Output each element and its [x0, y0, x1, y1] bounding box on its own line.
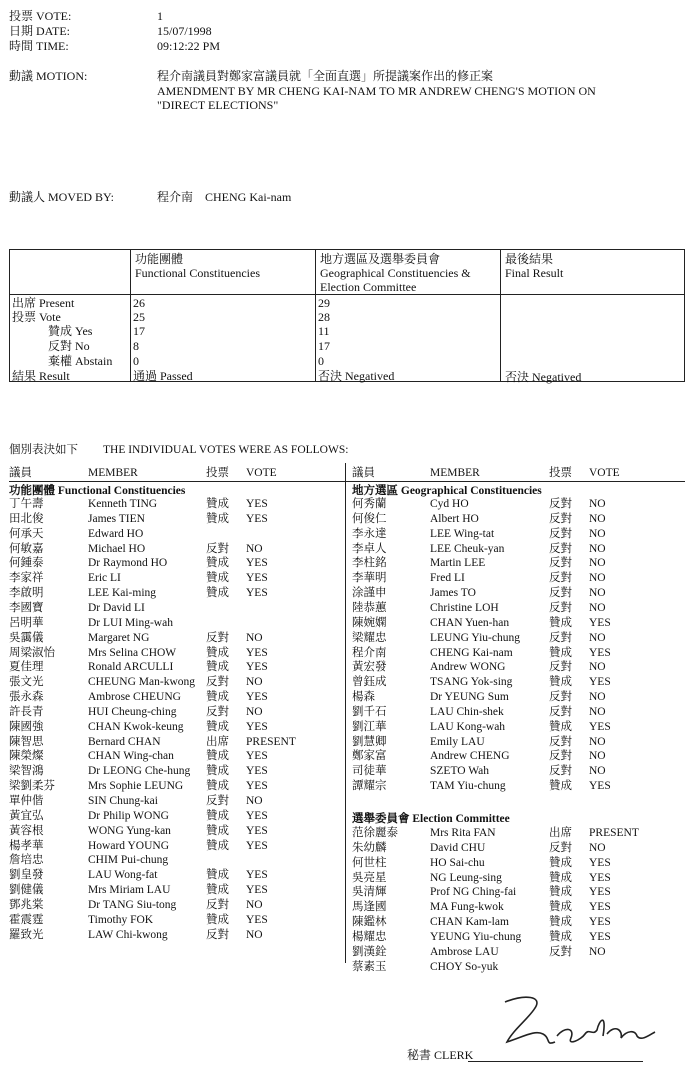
date-label: 日期 DATE:: [9, 24, 70, 38]
member-name-en: CHAN Yuen-han: [430, 616, 510, 629]
member-name-en: CHENG Kai-nam: [430, 646, 513, 659]
vote-en: NO: [589, 557, 606, 570]
right-col-vote-zh: 投票: [549, 467, 572, 479]
vote-zh: 贊成: [206, 884, 229, 897]
row-label-abstain: 棄權 Abstain: [48, 354, 113, 368]
member-name-zh: 李家祥: [9, 572, 44, 585]
member-name-zh: 李卓人: [352, 542, 387, 555]
vote-en: NO: [589, 498, 606, 510]
vote-en: NO: [246, 795, 263, 807]
fc-result: 通過 Passed: [133, 369, 193, 383]
vote-zh: 贊成: [206, 720, 229, 733]
vote-zh: 贊成: [206, 780, 229, 793]
left-col-vote-en: VOTE: [246, 467, 277, 479]
vote-zh: 贊成: [549, 676, 572, 689]
vote-en: YES: [246, 839, 268, 852]
vote-zh: 反對: [549, 750, 572, 763]
member-name-en: Emily LAU: [430, 735, 485, 748]
member-name-zh: 涂謹申: [352, 587, 387, 600]
vote-zh: 贊成: [206, 691, 229, 704]
member-name-zh: 曾鈺成: [352, 676, 387, 689]
vote-zh: 贊成: [549, 886, 572, 899]
vote-zh: 反對: [549, 542, 572, 555]
member-name-en: Dr YEUNG Sum: [430, 691, 509, 704]
left-col-member-en: MEMBER: [88, 467, 138, 479]
member-name-en: NG Leung-sing: [430, 871, 502, 884]
member-name-en: James TO: [430, 587, 476, 600]
right-col-member-en: MEMBER: [430, 467, 480, 479]
summary-col-divider-2: [315, 249, 316, 382]
member-name-en: CHOY So-yuk: [430, 960, 499, 973]
vote-en: NO: [589, 661, 606, 674]
vote-en: YES: [246, 572, 268, 585]
member-name-zh: 鄭家富: [352, 750, 387, 763]
clerk-signature: [495, 990, 665, 1060]
election-heading: 選舉委員會 Election Committee: [352, 813, 510, 825]
vote-zh: 反對: [549, 527, 572, 540]
vote-zh: 贊成: [206, 869, 229, 882]
member-name-zh: 楊孝華: [9, 839, 44, 852]
vote-zh: 反對: [549, 691, 572, 704]
vote-zh: 贊成: [549, 646, 572, 659]
vote-zh: 反對: [549, 841, 572, 854]
member-name-zh: 張永森: [9, 691, 44, 704]
moved-by-value: 程介南 CHENG Kai-nam: [157, 190, 292, 204]
member-name-zh: 劉皇發: [9, 869, 44, 882]
vote-label: 投票 VOTE:: [9, 9, 72, 23]
member-name-zh: 周梁淑怡: [9, 646, 55, 659]
vote-zh: 反對: [549, 498, 572, 510]
member-name-zh: 詹培忠: [9, 854, 44, 867]
votes-header-divider: [9, 481, 685, 482]
vote-zh: 贊成: [206, 557, 229, 570]
member-name-en: Dr Raymond HO: [88, 557, 168, 570]
vote-zh: 贊成: [549, 916, 572, 929]
member-name-zh: 吳亮星: [352, 871, 387, 884]
vote-en: YES: [246, 750, 268, 763]
vote-en: YES: [246, 691, 268, 704]
votes-column-divider: [345, 463, 346, 963]
col-gc-en-2: Election Committee: [320, 280, 417, 294]
member-name-en: LAU Chin-shek: [430, 705, 504, 718]
member-name-zh: 梁劉柔芬: [9, 780, 55, 793]
member-name-en: Howard YOUNG: [88, 839, 170, 852]
member-name-zh: 劉漢銓: [352, 945, 387, 958]
vote-en: YES: [246, 498, 268, 510]
col-gc-zh: 地方選區及選舉委員會: [320, 252, 441, 266]
vote-zh: 贊成: [549, 856, 572, 869]
time-value: 09:12:22 PM: [157, 39, 221, 53]
member-name-zh: 陳婉嫻: [352, 616, 387, 629]
vote-en: NO: [589, 750, 606, 763]
member-name-zh: 何敏嘉: [9, 542, 44, 555]
final-result: 否決 Negatived: [505, 370, 582, 384]
fc-abstain: 0: [133, 354, 139, 368]
vote-zh: 反對: [549, 587, 572, 600]
member-name-en: WONG Yung-kan: [88, 824, 171, 837]
vote-en: NO: [246, 928, 263, 941]
vote-en: YES: [246, 884, 268, 897]
row-label-result: 結果 Result: [12, 369, 70, 383]
geographical-heading: 地方選區 Geographical Constituencies: [352, 485, 542, 497]
col-final-zh: 最後結果: [505, 252, 554, 266]
member-name-zh: 劉健儀: [9, 884, 44, 897]
member-name-en: Ambrose LAU: [430, 945, 499, 958]
gc-result: 否決 Negatived: [318, 369, 395, 383]
member-name-en: Albert HO: [430, 512, 479, 525]
member-name-en: James TIEN: [88, 512, 145, 525]
left-col-member-zh: 議員: [9, 467, 32, 479]
fc-present: 26: [133, 296, 145, 310]
member-name-zh: 范徐麗泰: [352, 827, 398, 839]
vote-en: YES: [246, 780, 268, 793]
vote-zh: 贊成: [549, 780, 572, 793]
member-name-en: CHAN Wing-chan: [88, 750, 174, 763]
vote-zh: 贊成: [206, 572, 229, 585]
vote-en: NO: [246, 705, 263, 718]
member-name-zh: 李啟明: [9, 587, 44, 600]
vote-en: YES: [589, 930, 611, 943]
vote-zh: 反對: [549, 631, 572, 644]
vote-en: NO: [589, 512, 606, 525]
member-name-en: Dr TANG Siu-tong: [88, 898, 177, 911]
member-name-en: LEUNG Yiu-chung: [430, 631, 520, 644]
member-name-en: Mrs Sophie LEUNG: [88, 780, 184, 793]
member-name-zh: 張文光: [9, 676, 44, 689]
member-name-en: David CHU: [430, 841, 486, 854]
member-name-zh: 田北俊: [9, 512, 44, 525]
vote-en: NO: [589, 945, 606, 958]
member-name-zh: 陳國強: [9, 720, 44, 733]
vote-zh: 贊成: [206, 512, 229, 525]
member-name-zh: 劉千石: [352, 705, 387, 718]
member-name-en: Dr Philip WONG: [88, 809, 169, 822]
member-name-zh: 司徒華: [352, 765, 387, 778]
member-name-en: Michael HO: [88, 542, 146, 555]
vote-zh: 出席: [206, 735, 229, 748]
vote-en: NO: [589, 601, 606, 614]
member-name-zh: 鄧兆棠: [9, 898, 44, 911]
vote-en: NO: [589, 572, 606, 585]
vote-zh: 反對: [549, 945, 572, 958]
vote-en: YES: [589, 916, 611, 929]
gc-yes: 11: [318, 324, 330, 338]
vote-zh: 反對: [549, 601, 572, 614]
col-fc-en: Functional Constituencies: [135, 266, 260, 280]
vote-en: YES: [589, 676, 611, 689]
vote-en: NO: [589, 587, 606, 600]
vote-en: PRESENT: [589, 827, 639, 839]
vote-en: YES: [589, 886, 611, 899]
fc-no: 8: [133, 339, 139, 353]
member-name-en: LEE Cheuk-yan: [430, 542, 505, 555]
vote-en: YES: [246, 913, 268, 926]
member-name-en: LAU Wong-fat: [88, 869, 158, 882]
member-name-en: Cyd HO: [430, 498, 469, 510]
vote-zh: 贊成: [206, 765, 229, 778]
member-name-en: CHEUNG Man-kwong: [88, 676, 196, 689]
vote-zh: 反對: [549, 557, 572, 570]
vote-en: YES: [246, 646, 268, 659]
vote-en: YES: [589, 780, 611, 793]
clerk-label: 秘書 CLERK: [407, 1048, 474, 1062]
member-name-zh: 吳靄儀: [9, 631, 44, 644]
vote-zh: 反對: [549, 661, 572, 674]
member-name-zh: 陸恭蕙: [352, 601, 387, 614]
motion-line-en-1: AMENDMENT BY MR CHENG KAI-NAM TO MR ANDREW CHENG'S MOTION ON: [157, 84, 596, 98]
member-name-en: Fred LI: [430, 572, 465, 585]
member-name-zh: 劉慧卿: [352, 735, 387, 748]
member-name-zh: 蔡素玉: [352, 960, 387, 973]
row-label-vote: 投票 Vote: [12, 310, 61, 324]
member-name-zh: 楊森: [352, 691, 375, 704]
member-name-zh: 呂明華: [9, 616, 44, 629]
member-name-en: Martin LEE: [430, 557, 486, 570]
member-name-zh: 梁耀忠: [352, 631, 387, 644]
member-name-zh: 陳鑑林: [352, 916, 387, 929]
vote-en: YES: [246, 824, 268, 837]
vote-number: 1: [157, 9, 163, 23]
vote-en: YES: [246, 720, 268, 733]
member-name-zh: 黃宜弘: [9, 809, 44, 822]
member-name-en: Mrs Selina CHOW: [88, 646, 177, 659]
member-name-en: Ronald ARCULLI: [88, 661, 174, 674]
member-name-zh: 黃容根: [9, 824, 44, 837]
vote-zh: 反對: [549, 512, 572, 525]
vote-en: YES: [589, 871, 611, 884]
member-name-zh: 何鍾泰: [9, 557, 44, 570]
individual-intro-zh: 個別表決如下: [9, 444, 78, 456]
member-name-en: TAM Yiu-chung: [430, 780, 506, 793]
motion-label: 動議 MOTION:: [9, 69, 88, 83]
member-name-en: HO Sai-chu: [430, 856, 485, 869]
vote-zh: 贊成: [549, 616, 572, 629]
vote-zh: 贊成: [549, 901, 572, 914]
vote-zh: 贊成: [206, 646, 229, 659]
member-name-zh: 劉江華: [352, 720, 387, 733]
member-name-zh: 丁午壽: [9, 498, 44, 510]
clerk-signature-line: [468, 1061, 643, 1062]
left-col-vote-zh: 投票: [206, 467, 229, 479]
vote-zh: 反對: [206, 542, 229, 555]
vote-en: YES: [246, 512, 268, 525]
gc-vote: 28: [318, 310, 330, 324]
member-name-zh: 黃宏發: [352, 661, 387, 674]
vote-en: YES: [589, 616, 611, 629]
member-name-zh: 夏佳理: [9, 661, 44, 674]
vote-en: NO: [589, 631, 606, 644]
member-name-en: YEUNG Yiu-chung: [430, 930, 522, 943]
vote-en: YES: [589, 856, 611, 869]
vote-zh: 贊成: [206, 661, 229, 674]
vote-zh: 贊成: [206, 913, 229, 926]
member-name-zh: 何承天: [9, 527, 44, 540]
member-name-en: Dr LUI Ming-wah: [88, 616, 173, 629]
vote-en: NO: [589, 691, 606, 704]
member-name-en: Eric LI: [88, 572, 121, 585]
member-name-en: Prof NG Ching-fai: [430, 886, 517, 899]
member-name-en: CHIM Pui-chung: [88, 854, 169, 867]
member-name-zh: 吳清輝: [352, 886, 387, 899]
member-name-en: Dr David LI: [88, 601, 145, 614]
gc-no: 17: [318, 339, 330, 353]
member-name-en: Mrs Miriam LAU: [88, 884, 171, 897]
summary-col-divider-3: [500, 249, 501, 382]
member-name-zh: 李華明: [352, 572, 387, 585]
member-name-en: LEE Kai-ming: [88, 587, 157, 600]
vote-en: NO: [246, 898, 263, 911]
gc-abstain: 0: [318, 354, 324, 368]
member-name-en: Timothy FOK: [88, 913, 154, 926]
summary-header-divider: [9, 294, 685, 295]
member-name-en: Edward HO: [88, 527, 144, 540]
member-name-en: Kenneth TING: [88, 498, 158, 510]
member-name-en: CHAN Kam-lam: [430, 916, 509, 929]
member-name-en: Christine LOH: [430, 601, 499, 614]
vote-zh: 反對: [549, 735, 572, 748]
individual-intro-en: THE INDIVIDUAL VOTES WERE AS FOLLOWS:: [103, 444, 349, 456]
vote-en: YES: [246, 661, 268, 674]
member-name-zh: 譚耀宗: [352, 780, 387, 793]
moved-by-label: 動議人 MOVED BY:: [9, 190, 114, 204]
vote-en: NO: [589, 841, 606, 854]
vote-zh: 贊成: [206, 587, 229, 600]
vote-en: YES: [246, 809, 268, 822]
vote-zh: 反對: [206, 898, 229, 911]
date-value: 15/07/1998: [157, 24, 212, 38]
member-name-zh: 何世柱: [352, 856, 387, 869]
vote-en: NO: [589, 765, 606, 778]
col-fc-zh: 功能團體: [135, 252, 184, 266]
vote-zh: 贊成: [206, 824, 229, 837]
vote-en: NO: [589, 705, 606, 718]
vote-en: YES: [589, 901, 611, 914]
member-name-en: Dr LEONG Che-hung: [88, 765, 191, 778]
time-label: 時間 TIME:: [9, 39, 69, 53]
vote-zh: 反對: [206, 676, 229, 689]
member-name-en: SZETO Wah: [430, 765, 490, 778]
member-name-zh: 李柱銘: [352, 557, 387, 570]
member-name-zh: 何秀蘭: [352, 498, 387, 510]
member-name-zh: 朱幼麟: [352, 841, 387, 854]
vote-zh: 贊成: [549, 871, 572, 884]
member-name-en: Andrew WONG: [430, 661, 506, 674]
functional-heading: 功能團體 Functional Constituencies: [9, 485, 186, 497]
vote-zh: 贊成: [206, 750, 229, 763]
member-name-en: Mrs Rita FAN: [430, 827, 496, 839]
gc-present: 29: [318, 296, 330, 310]
vote-zh: 贊成: [206, 498, 229, 510]
summary-col-divider-1: [130, 249, 131, 382]
vote-en: YES: [246, 869, 268, 882]
fc-yes: 17: [133, 324, 145, 338]
member-name-zh: 羅致光: [9, 928, 44, 941]
row-label-yes: 贊成 Yes: [48, 324, 93, 338]
vote-en: NO: [589, 542, 606, 555]
vote-en: NO: [589, 527, 606, 540]
member-name-zh: 楊耀忠: [352, 930, 387, 943]
vote-en: PRESENT: [246, 735, 296, 748]
member-name-zh: 陳智思: [9, 735, 44, 748]
member-name-en: LAW Chi-kwong: [88, 928, 168, 941]
member-name-en: Ambrose CHEUNG: [88, 691, 181, 704]
col-gc-en-1: Geographical Constituencies &: [320, 266, 471, 280]
vote-en: NO: [246, 676, 263, 689]
vote-en: YES: [589, 720, 611, 733]
col-final-en: Final Result: [505, 266, 564, 280]
member-name-zh: 何俊仁: [352, 512, 387, 525]
vote-zh: 反對: [206, 928, 229, 941]
vote-en: YES: [246, 765, 268, 778]
vote-zh: 反對: [549, 705, 572, 718]
member-name-en: LEE Wing-tat: [430, 527, 495, 540]
vote-en: YES: [246, 587, 268, 600]
vote-en: NO: [246, 542, 263, 555]
member-name-en: CHAN Kwok-keung: [88, 720, 184, 733]
vote-zh: 反對: [206, 705, 229, 718]
vote-zh: 出席: [549, 827, 572, 839]
member-name-en: MA Fung-kwok: [430, 901, 504, 914]
vote-zh: 反對: [549, 572, 572, 585]
member-name-zh: 程介南: [352, 646, 387, 659]
vote-en: NO: [246, 631, 263, 644]
member-name-zh: 霍震霆: [9, 913, 44, 926]
vote-en: YES: [246, 557, 268, 570]
vote-zh: 贊成: [549, 720, 572, 733]
vote-zh: 反對: [206, 631, 229, 644]
member-name-zh: 陳榮燦: [9, 750, 44, 763]
right-col-vote-en: VOTE: [589, 467, 620, 479]
vote-en: YES: [589, 646, 611, 659]
member-name-en: TSANG Yok-sing: [430, 676, 513, 689]
member-name-zh: 單仲偕: [9, 795, 44, 807]
vote-zh: 贊成: [206, 809, 229, 822]
right-col-member-zh: 議員: [352, 467, 375, 479]
member-name-en: Andrew CHENG: [430, 750, 510, 763]
vote-en: NO: [589, 735, 606, 748]
member-name-zh: 馬逢國: [352, 901, 387, 914]
member-name-zh: 李永達: [352, 527, 387, 540]
vote-zh: 贊成: [206, 839, 229, 852]
member-name-en: SIN Chung-kai: [88, 795, 158, 807]
member-name-en: Bernard CHAN: [88, 735, 161, 748]
row-label-present: 出席 Present: [12, 296, 75, 310]
motion-line-zh: 程介南議員對鄭家富議員就「全面直選」所提議案作出的修正案: [157, 69, 494, 83]
fc-vote: 25: [133, 310, 145, 324]
row-label-no: 反對 No: [48, 339, 90, 353]
member-name-zh: 梁智鴻: [9, 765, 44, 778]
vote-zh: 反對: [549, 765, 572, 778]
member-name-zh: 李國寶: [9, 601, 44, 614]
member-name-en: LAU Kong-wah: [430, 720, 506, 733]
member-name-zh: 許長青: [9, 705, 44, 718]
member-name-en: Margaret NG: [88, 631, 150, 644]
vote-zh: 贊成: [549, 930, 572, 943]
member-name-en: HUI Cheung-ching: [88, 705, 177, 718]
motion-line-en-2: "DIRECT ELECTIONS": [157, 98, 279, 112]
vote-zh: 反對: [206, 795, 229, 807]
